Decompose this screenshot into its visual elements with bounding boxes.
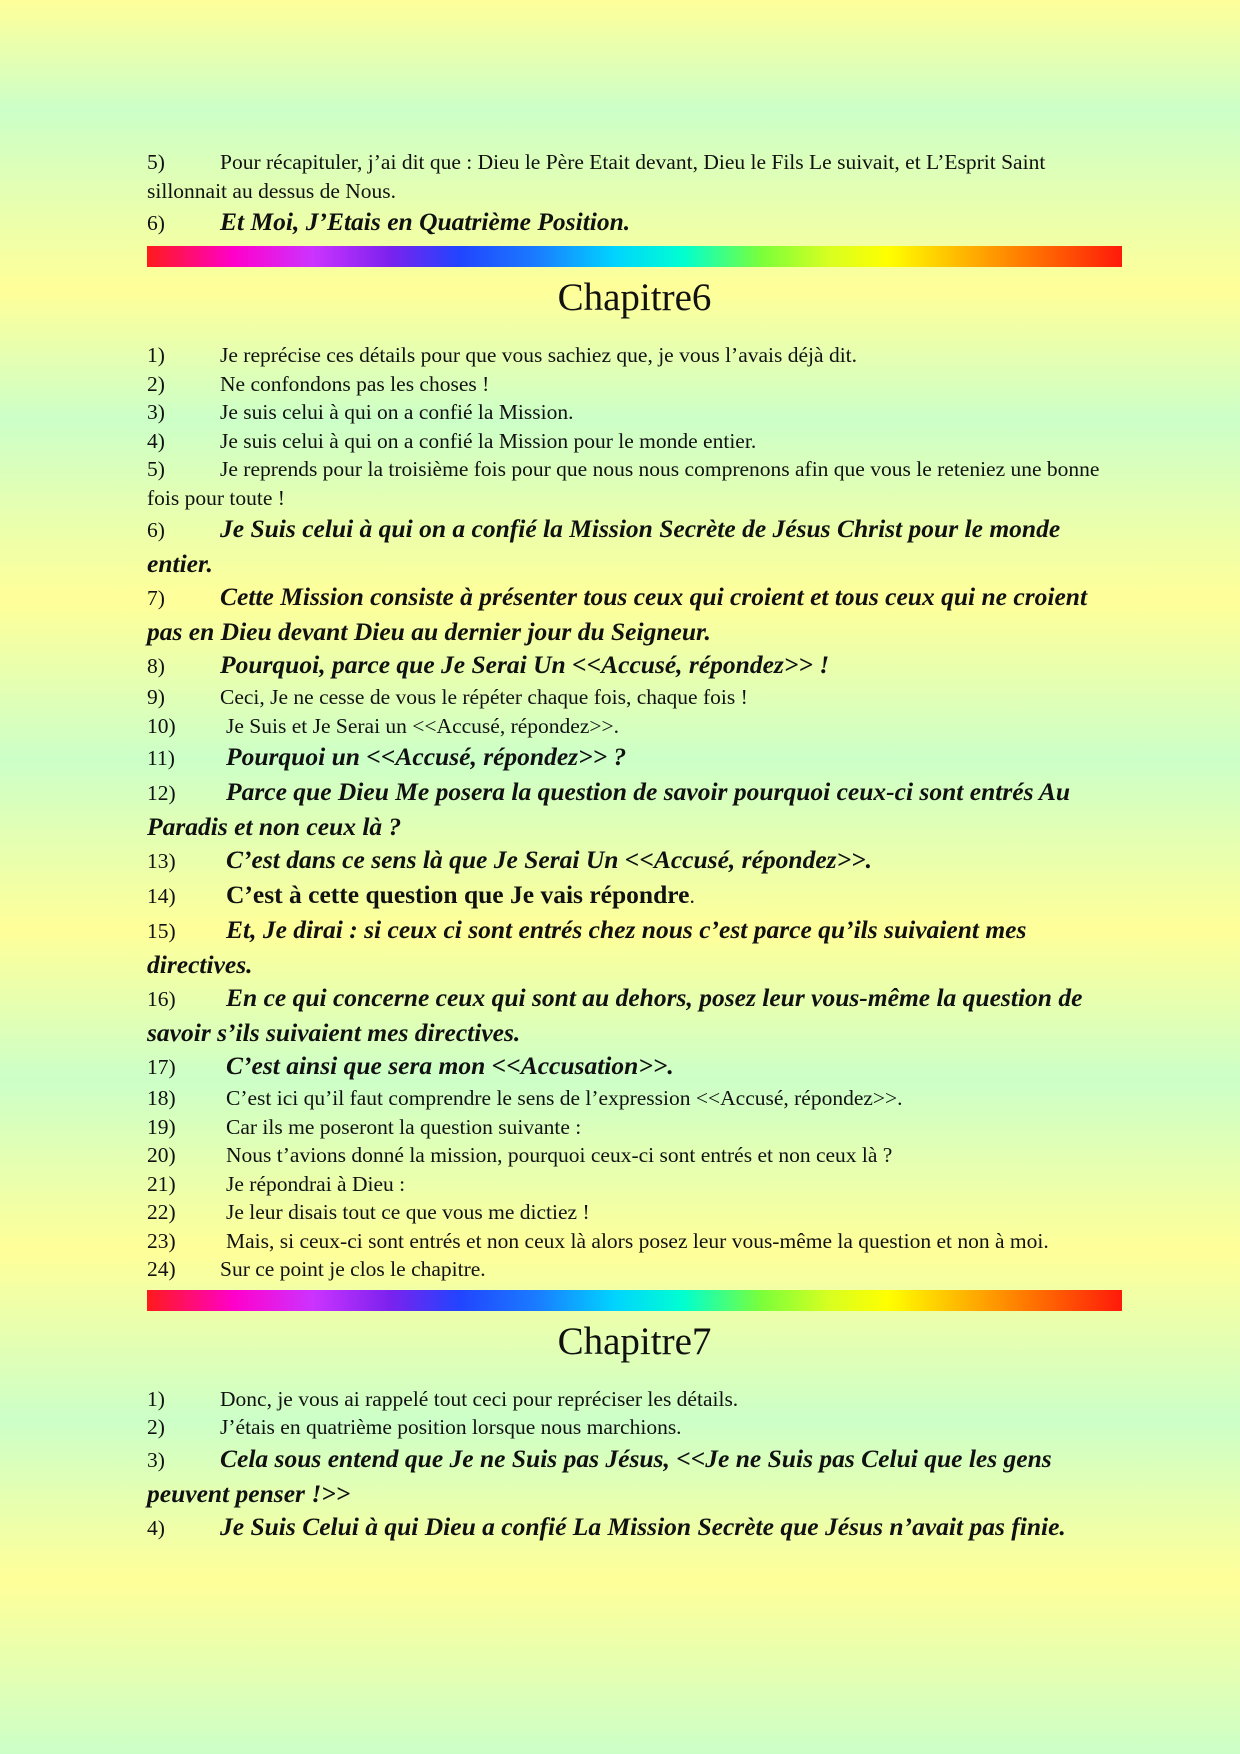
paragraph [147,455,1122,512]
paragraph [147,512,1122,580]
chapter-title: Chapitre6 [557,276,712,319]
paragraph [147,648,1122,683]
item-text: Pourquoi, parce que Je Serai Un <<Accusé, répondez>> ! [220,650,830,679]
item-text: Pourquoi un <<Accusé, répondez>> ? [226,742,627,771]
item-text: C’est ainsi que sera mon <<Accusation>>. [226,1051,674,1080]
item-text: Mais, si ceux-ci sont entrés et non ceux là alors posez leur vous-même la question et non à moi. [226,1228,1049,1253]
paragraph [147,427,1122,456]
item-number: 18) [147,1086,176,1110]
paragraph [147,398,1122,427]
rainbow-divider [147,1290,1122,1311]
paragraph [147,913,1122,981]
paragraph [147,1255,1122,1284]
item-text: Parce que Dieu Me posera la question de savoir pourquoi ceux-ci sont entrés Au Paradis et non ceux là ? [147,777,1071,841]
paragraph [147,1385,1122,1414]
paragraph [147,1141,1122,1170]
item-number: 3) [147,400,165,424]
item-number: 9) [147,685,165,709]
item-number: 21) [147,1171,176,1196]
item-text: Cette Mission consiste à présenter tous ceux qui croient et tous ceux qui ne croient pas en Dieu devant Dieu au dernier jour du Seigneur. [147,582,1088,646]
item-number: 7) [147,586,165,610]
item-number: 2) [147,1415,165,1439]
chapter-title: Chapitre7 [557,1319,712,1363]
item-text-tail: . [689,884,695,908]
rainbow-divider [147,246,1122,267]
item-number: 24) [147,1257,176,1281]
item-number: 15) [147,919,176,943]
item-text: Je reprécise ces détails pour que vous sachiez que, je vous l’avais déjà dit. [220,343,858,367]
paragraph [147,740,1122,775]
paragraph [147,981,1122,1049]
paragraph [147,1413,1122,1442]
item-number: 13) [147,849,176,873]
item-text: Nous t’avions donné la mission, pourquoi ceux-ci sont entrés et non ceux là ? [226,1143,893,1167]
item-text: Je reprends pour la troisième fois pour que nous nous comprenons afin que vous le reteniez une bonne fois pour toute ! [147,457,1100,510]
item-number: 2) [147,371,165,396]
item-text: C’est dans ce sens là que Je Serai Un <<Accusé, répondez>>. [226,845,873,874]
item-number: 4) [147,428,165,453]
paragraph [147,1113,1122,1142]
item-number: 1) [147,343,165,367]
item-number: 5) [147,150,165,174]
item-text: C’est à cette question que Je vais répondre [226,880,690,909]
paragraph [147,878,1122,913]
item-text: Sur ce point je clos le chapitre. [220,1257,486,1281]
item-number: 8) [147,654,165,678]
item-text: Et Moi, J’Etais en Quatrième Position. [220,207,631,236]
item-text: Ne confondons pas les choses ! [220,371,490,396]
item-text: C’est ici qu’il faut comprendre le sens de l’expression <<Accusé, répondez>>. [226,1086,903,1110]
item-number: 14) [147,884,176,908]
item-number: 16) [147,987,176,1011]
item-number: 23) [147,1228,176,1253]
paragraph [147,1198,1122,1227]
paragraph [147,1510,1122,1545]
paragraph [147,775,1122,843]
paragraph [147,580,1122,648]
item-number: 22) [147,1200,176,1224]
item-number: 20) [147,1143,176,1167]
paragraph [147,1227,1122,1256]
paragraph [147,683,1122,712]
paragraph [147,1049,1122,1084]
item-text: Et, Je dirai : si ceux ci sont entrés chez nous c’est parce qu’ils suivaient mes directives. [147,915,1027,979]
paragraph [147,1442,1122,1510]
item-text: Je suis celui à qui on a confié la Mission. [220,400,574,424]
item-number: 11) [147,746,175,770]
item-text: Je Suis et Je Serai un <<Accusé, répondez>>. [226,713,619,738]
item-text: Car ils me poseront la question suivante : [226,1114,582,1139]
item-number: 6) [147,518,165,542]
paragraph [147,843,1122,878]
item-number: 17) [147,1055,176,1079]
item-number: 1) [147,1386,165,1411]
item-number: 5) [147,457,165,481]
paragraph [147,148,1122,205]
paragraph [147,1084,1122,1113]
item-text: Pour récapituler, j’ai dit que : Dieu le Père Etait devant, Dieu le Fils Le suivait, et L’Esprit Saint sillonnait au dessus de Nous. [147,150,1046,203]
item-text: Ceci, Je ne cesse de vous le répéter chaque fois, chaque fois ! [220,685,748,709]
paragraph [147,370,1122,399]
item-text: En ce qui concerne ceux qui sont au dehors, posez leur vous-même la question de savoir s’ils suivaient mes directives. [147,983,1083,1047]
paragraph [147,1170,1122,1199]
item-number: 6) [147,211,165,235]
paragraph [147,341,1122,370]
item-number: 10) [147,713,176,738]
paragraph [147,712,1122,741]
item-text: Je leur disais tout ce que vous me dictiez ! [226,1200,590,1224]
item-text: Je Suis Celui à qui Dieu a confié La Mission Secrète que Jésus n’avait pas finie. [220,1511,1066,1541]
item-text: Cela sous entend que Je ne Suis pas Jésus, <<Je ne Suis pas Celui que les gens peuvent penser !>> [147,1443,1052,1508]
item-text: Je répondrai à Dieu : [226,1171,406,1196]
item-text: Donc, je vous ai rappelé tout ceci pour repréciser les détails. [220,1386,739,1411]
item-text: J’étais en quatrième position lorsque nous marchions. [220,1415,682,1439]
item-text: Je suis celui à qui on a confié la Mission pour le monde entier. [220,428,757,453]
document-page [147,148,1122,1545]
item-number: 3) [147,1447,165,1472]
item-text: Je Suis celui à qui on a confié la Mission Secrète de Jésus Christ pour le monde entier. [147,514,1061,578]
item-number: 4) [147,1515,165,1540]
paragraph [147,205,1122,240]
item-number: 12) [147,781,176,805]
item-number: 19) [147,1114,176,1139]
